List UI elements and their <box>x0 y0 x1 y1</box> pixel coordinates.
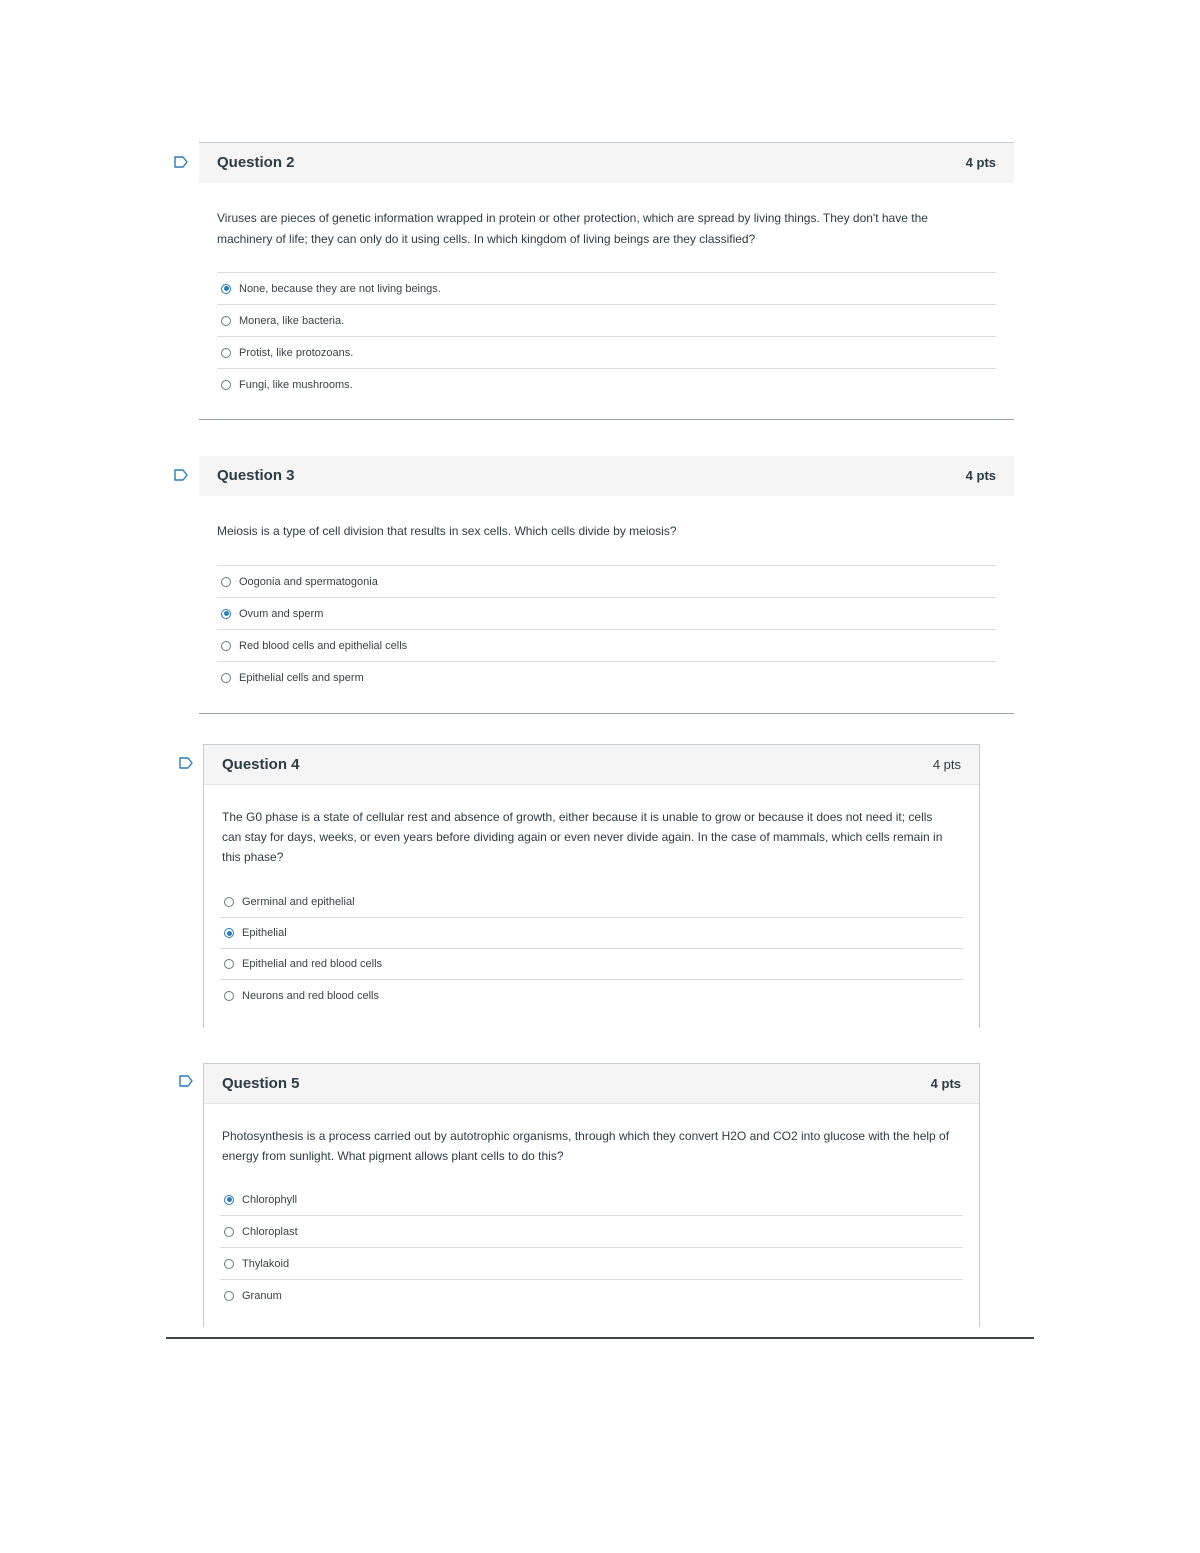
radio-selected-icon[interactable] <box>221 284 231 294</box>
answer-list <box>220 887 963 1011</box>
question-header <box>204 1064 979 1104</box>
answer-label: Monera, like bacteria. <box>239 314 345 327</box>
question-points: 4 pts <box>965 468 996 483</box>
question-points: 4 pts <box>930 1076 961 1091</box>
flag-question-icon[interactable] <box>179 757 194 769</box>
answer-option[interactable] <box>217 369 996 401</box>
question-title: Question 3 <box>217 467 295 484</box>
answer-option[interactable] <box>220 918 963 949</box>
radio-icon[interactable] <box>221 316 231 326</box>
radio-icon[interactable] <box>224 991 234 1001</box>
question-points: 4 pts <box>965 155 996 170</box>
answer-option[interactable] <box>220 1216 963 1248</box>
answer-label: Germinal and epithelial <box>242 896 355 908</box>
answer-label: Chloroplast <box>242 1225 298 1238</box>
radio-icon[interactable] <box>224 1227 234 1237</box>
question-text: Photosynthesis is a process carried out by autotrophic organisms, through which they convert H2O and CO2 into glucose with the help of energy from sunlight. What pigment allows plant cells to do this? <box>222 1129 950 1163</box>
question-text: Meiosis is a type of cell division that results in sex cells. Which cells divide by meiosis? <box>217 524 677 538</box>
answer-option[interactable] <box>220 1184 963 1216</box>
answer-option[interactable] <box>217 337 996 369</box>
question-points: 4 pts <box>932 757 961 772</box>
radio-selected-icon[interactable] <box>224 1195 234 1205</box>
question-4 <box>203 744 980 1028</box>
answer-label: Chlorophyll <box>242 1193 298 1206</box>
answer-option[interactable] <box>220 949 963 980</box>
answer-option[interactable] <box>220 887 963 918</box>
answer-label: Epithelial <box>242 927 287 939</box>
question-text: The G0 phase is a state of cellular rest and absence of growth, either because it is unable to grow or because it does not need it; cells can stay for days, weeks, or even years before dividing again or even never divide again. In the case of mammals, which cells remain in this phase? <box>222 810 943 864</box>
question-header <box>204 745 979 785</box>
answer-label: Protist, like protozoans. <box>239 346 354 359</box>
radio-icon[interactable] <box>224 1259 234 1269</box>
radio-selected-icon[interactable] <box>224 928 234 938</box>
question-title: Question 2 <box>217 154 295 171</box>
question-title: Question 5 <box>222 1075 300 1092</box>
answer-list <box>217 565 996 694</box>
question-text: Viruses are pieces of genetic information wrapped in protein or other protection, which are spread by living things. They don't have the machinery of life; they can only do it using cells. In which kingdom of living beings are they classified? <box>217 211 928 246</box>
answer-label: Red blood cells and epithelial cells <box>239 639 408 652</box>
question-divider <box>199 713 1014 714</box>
radio-icon[interactable] <box>224 897 234 907</box>
answer-label: Ovum and sperm <box>239 607 324 620</box>
question-header <box>199 456 1014 496</box>
answer-option[interactable] <box>217 273 996 305</box>
radio-icon[interactable] <box>224 959 234 969</box>
radio-icon[interactable] <box>221 641 231 651</box>
question-3 <box>199 456 1014 714</box>
answer-option[interactable] <box>217 566 996 598</box>
answer-option[interactable] <box>217 630 996 662</box>
answer-label: Thylakoid <box>242 1257 290 1270</box>
answer-label: Granum <box>242 1290 282 1302</box>
flag-question-icon[interactable] <box>179 1075 194 1087</box>
answer-label: Oogonia and spermatogonia <box>239 575 378 588</box>
answer-list <box>220 1184 963 1312</box>
radio-icon[interactable] <box>224 1291 234 1301</box>
question-5 <box>203 1063 980 1327</box>
flag-question-icon[interactable] <box>174 469 189 481</box>
answer-label: Epithelial and red blood cells <box>242 958 383 970</box>
answer-option[interactable] <box>217 662 996 694</box>
answer-option[interactable] <box>217 598 996 630</box>
radio-icon[interactable] <box>221 673 231 683</box>
page-bottom-rule <box>166 1337 1034 1339</box>
answer-option[interactable] <box>217 305 996 337</box>
radio-icon[interactable] <box>221 348 231 358</box>
answer-label: None, because they are not living beings. <box>239 282 441 295</box>
answer-list <box>217 272 996 401</box>
question-2 <box>199 142 1014 420</box>
answer-label: Neurons and red blood cells <box>242 989 379 1002</box>
radio-icon[interactable] <box>221 380 231 390</box>
answer-label: Fungi, like mushrooms. <box>239 379 353 391</box>
answer-option[interactable] <box>220 1248 963 1280</box>
radio-selected-icon[interactable] <box>221 609 231 619</box>
radio-icon[interactable] <box>221 577 231 587</box>
answer-option[interactable] <box>220 980 963 1011</box>
flag-question-icon[interactable] <box>174 156 189 168</box>
question-header <box>199 143 1014 183</box>
answer-label: Epithelial cells and sperm <box>239 672 364 684</box>
question-title: Question 4 <box>222 756 300 773</box>
answer-option[interactable] <box>220 1280 963 1312</box>
question-divider <box>199 419 1014 420</box>
